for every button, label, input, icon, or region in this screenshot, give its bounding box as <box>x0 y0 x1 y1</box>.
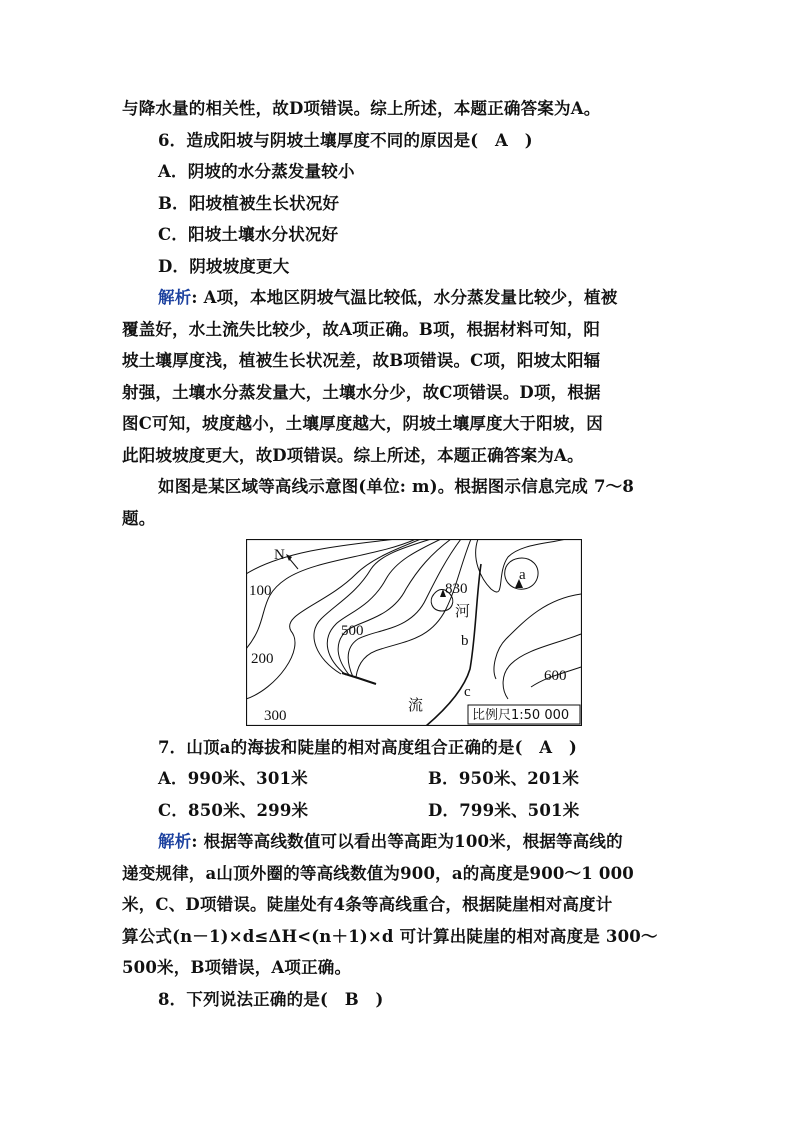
option-d: D．799米、501米 <box>428 801 580 820</box>
contour-label-500: 500 <box>341 623 364 639</box>
peak-label-a: a <box>519 567 526 583</box>
question-number: 6． <box>158 131 187 150</box>
intro-line: 如图是某区域等高线示意图(单位: m)。根据图示信息完成 7～8 <box>158 477 635 496</box>
option-a: A．阴坡的水分蒸发量较小 <box>158 162 355 181</box>
option-b: B．阳坡植被生长状况好 <box>158 194 340 213</box>
option-c: C．850米、299米 <box>158 801 309 820</box>
option-b: B．950米、201米 <box>428 769 580 788</box>
contour-label-200: 200 <box>251 651 274 667</box>
point-label-c: c <box>464 684 471 700</box>
contour-label-300: 300 <box>264 708 287 724</box>
analysis-text: : 根据等高线数值可以看出等高距为100米，根据等高线的 <box>191 832 623 851</box>
option-a: A．990米、301米 <box>158 769 308 788</box>
river-label-he: 河 <box>455 604 471 620</box>
question-7-stem: 7．山顶a的海拔和陡崖的相对高度组合正确的是( A ) <box>158 738 577 757</box>
intro-line: 题。 <box>122 509 156 528</box>
question-6-stem <box>158 130 714 152</box>
analysis-line: 图C可知，坡度越小，土壤厚度越大，阴坡土壤厚度大于阳坡，因 <box>122 414 603 433</box>
text-line: 与降水量的相关性，故D项错误。综上所述，本题正确答案为A。 <box>122 99 601 118</box>
analysis-line: 此阳坡坡度更大，故D项错误。综上所述，本题正确答案为A。 <box>122 446 584 465</box>
question-8-stem: 8．下列说法正确的是( B ) <box>158 990 384 1009</box>
scale-label: 比例尺1:50 000 <box>472 708 570 723</box>
analysis-line: 覆盖好，水土流失比较少，故A项正确。B项，根据材料可知，阳 <box>122 320 601 339</box>
north-label: N <box>274 547 285 563</box>
analysis-line: 算公式(n－1)×d≤ΔH<(n＋1)×d 可计算出陡崖的相对高度是 300～ <box>122 927 658 946</box>
analysis-line <box>158 831 714 853</box>
analysis-line <box>158 287 714 309</box>
contour-label-100: 100 <box>249 583 272 599</box>
analysis-line: 500米，B项错误，A项正确。 <box>122 958 352 977</box>
contour-map <box>246 539 582 726</box>
river-label-liu: 流 <box>408 698 424 714</box>
point-label-b: b <box>461 633 469 649</box>
analysis-line: 射强，土壤水分蒸发量大，土壤水分少，故C项错误。D项，根据 <box>122 383 601 402</box>
option-c: C．阳坡土壤水分状况好 <box>158 225 339 244</box>
contour-label-600: 600 <box>544 668 567 684</box>
analysis-line: 坡土壤厚度浅，植被生长状况差，故B项错误。C项，阳坡太阳辐 <box>122 351 601 370</box>
analysis-text: : A项，本地区阴坡气温比较低，水分蒸发量比较少，植被 <box>191 288 618 307</box>
analysis-line: 递变规律，a山顶外圈的等高线数值为900，a的高度是900～1 000 <box>122 864 634 883</box>
analysis-label: 解析 <box>158 832 192 851</box>
contour-label-830: 830 <box>445 581 468 597</box>
analysis-line: 米，C、D项错误。陡崖处有4条等高线重合，根据陡崖相对高度计 <box>122 895 613 914</box>
analysis-label: 解析 <box>158 288 192 307</box>
option-d: D．阴坡坡度更大 <box>158 257 290 276</box>
question-text: 造成阳坡与阴坡土壤厚度不同的原因是( A ) <box>186 131 533 150</box>
